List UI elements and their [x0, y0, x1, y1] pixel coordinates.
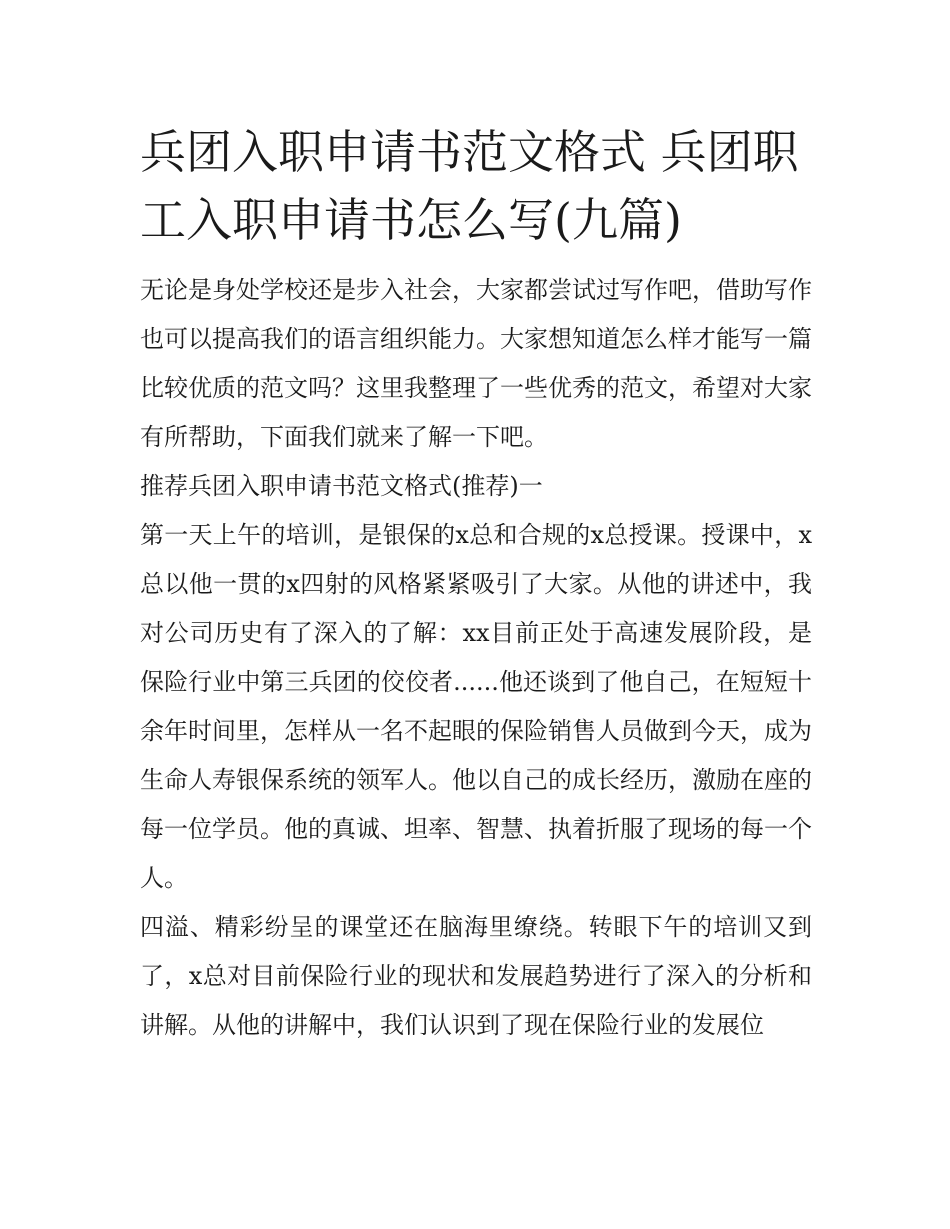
document-title: 兵团入职申请书范文格式 兵团职工入职申请书怎么写(九篇) — [140, 125, 799, 247]
intro-paragraph: 无论是身处学校还是步入社会，大家都尝试过写作吧，借助写作也可以提高我们的语言组织能力。大家想知道怎么样才能写一篇比较优质的范文吗？这里我整理了一些优秀的范文，希望对大家有所帮助，下面我们就来了解一下吧。 — [140, 276, 812, 451]
section-heading: 推荐兵团入职申请书范文格式(推荐)一 — [140, 472, 543, 500]
body-paragraph-1: 第一天上午的培训，是银保的x总和合规的x总授课。授课中，x总以他一贯的x四射的风格紧紧吸引了大家。从他的讲述中，我对公司历史有了深入的了解：xx目前正处于高速发展阶段，是保险行业中第三兵团的佼佼者......他还谈到了他自己，在短短十余年时间里，怎样从一名不起眼的保险销售人员做到今天，成为生命人寿银保系统的领军人。他以自己的成长经历，激励在座的每一位学员。他的真诚、坦率、智慧、执着折服了现场的每一个人。 — [140, 521, 812, 892]
document-page — [140, 118, 812, 1050]
body-paragraph-2: 四溢、精彩纷呈的课堂还在脑海里缭绕。转眼下午的培训又到了，x总对目前保险行业的现状和发展趋势进行了深入的分析和讲解。从他的讲解中，我们认识到了现在保险行业的发展位 — [140, 913, 812, 1039]
